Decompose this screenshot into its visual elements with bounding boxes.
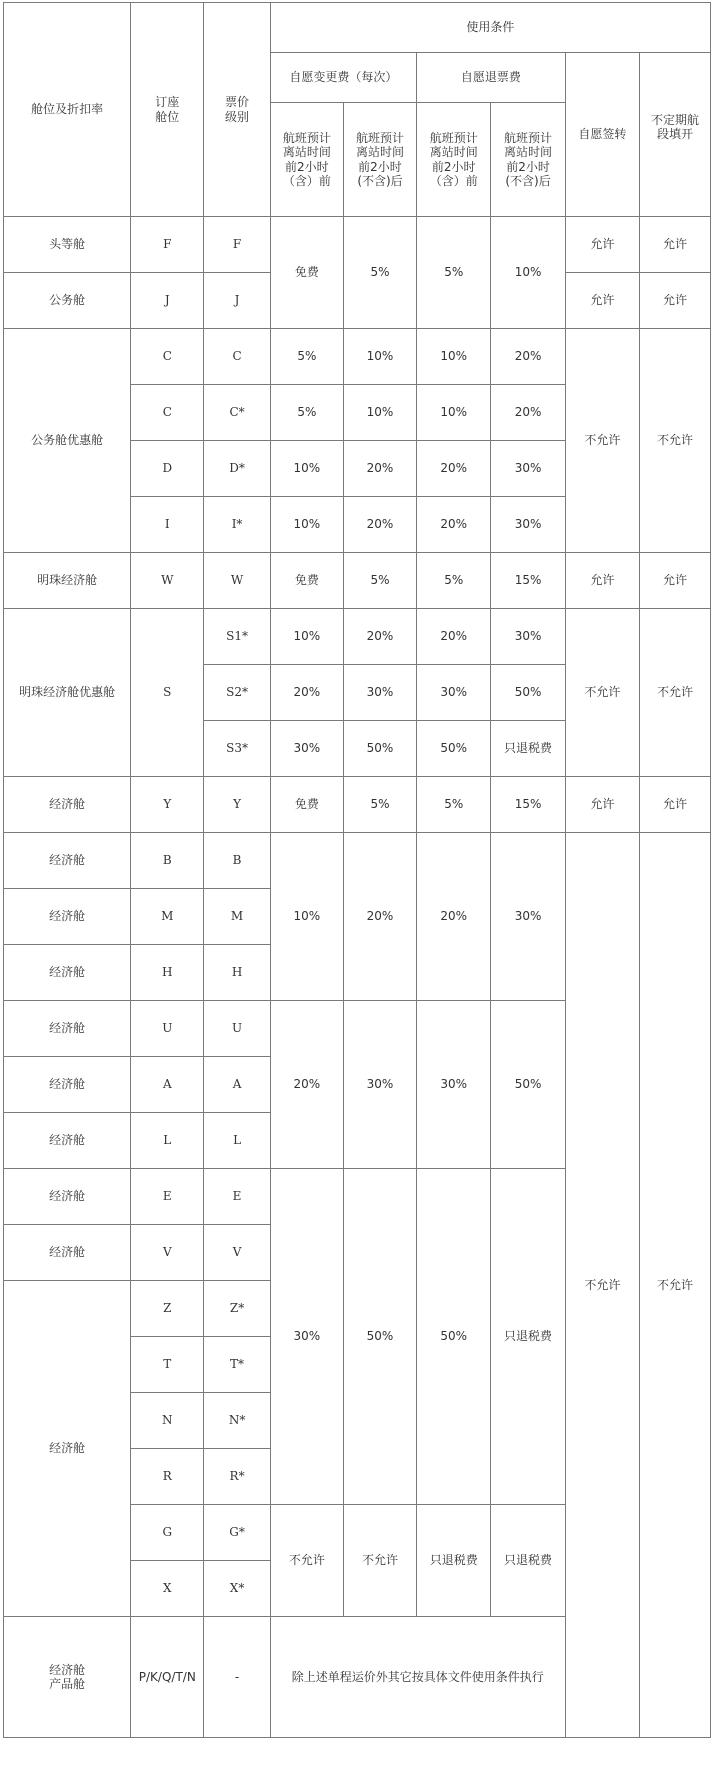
- cabin-cell: 经济舱: [4, 1057, 131, 1113]
- code-cell: C: [131, 385, 204, 441]
- refund-before-cell: 50%: [417, 1169, 491, 1505]
- change-before-cell: 不允许: [270, 1505, 343, 1617]
- change-after-cell: 30%: [343, 665, 416, 721]
- code-cell: S: [131, 609, 204, 777]
- refund-before-cell: 5%: [417, 217, 491, 329]
- cabin-cell: 经济舱: [4, 1225, 131, 1281]
- open-segment-cell: 允许: [639, 217, 710, 273]
- endorse-cell: 不允许: [565, 833, 639, 1738]
- code-cell: X: [131, 1561, 204, 1617]
- change-after-cell: 20%: [343, 609, 416, 665]
- change-after-cell: 50%: [343, 1169, 416, 1505]
- header-change-fee: 自愿变更费（每次）: [270, 53, 416, 103]
- refund-before-cell: 20%: [417, 497, 491, 553]
- refund-after-cell: 只退税费: [491, 1169, 565, 1505]
- level-cell: I*: [204, 497, 270, 553]
- cabin-line1: 经济舱: [49, 1662, 86, 1677]
- change-before-cell: 免费: [270, 217, 343, 329]
- level-cell: N*: [204, 1393, 270, 1449]
- header-open-segment-line2: 段填开: [656, 127, 693, 142]
- code-cell: F: [131, 217, 204, 273]
- change-after-cell: 10%: [343, 385, 416, 441]
- refund-before-cell: 10%: [417, 385, 491, 441]
- code-cell: R: [131, 1449, 204, 1505]
- header-change-before-2h: [270, 103, 343, 217]
- change-after-cell: 20%: [343, 441, 416, 497]
- header-booking-cabin: [131, 3, 204, 217]
- code-cell: L: [131, 1113, 204, 1169]
- level-cell: Y: [204, 777, 270, 833]
- header-fare-level: [204, 3, 270, 217]
- cabin-cell: 经济舱: [4, 1001, 131, 1057]
- level-cell: R*: [204, 1449, 270, 1505]
- table-row: [4, 217, 711, 273]
- header-line: （含）前: [429, 173, 478, 188]
- change-before-cell: 20%: [270, 665, 343, 721]
- cabin-cell: 经济舱: [4, 833, 131, 889]
- refund-before-cell: 只退税费: [417, 1505, 491, 1617]
- cabin-cell: 经济舱: [4, 777, 131, 833]
- code-cell: A: [131, 1057, 204, 1113]
- header-line: 离站时间: [282, 145, 331, 160]
- endorse-cell: 不允许: [565, 609, 639, 777]
- refund-after-cell: 30%: [491, 441, 565, 497]
- open-segment-cell: 不允许: [639, 833, 710, 1738]
- header-booking-cabin-line1: 订座: [155, 95, 180, 110]
- change-before-cell: 10%: [270, 441, 343, 497]
- code-cell: W: [131, 553, 204, 609]
- code-cell: N: [131, 1393, 204, 1449]
- refund-before-cell: 50%: [417, 721, 491, 777]
- header-endorse: 自愿签转: [565, 53, 639, 217]
- level-cell: V: [204, 1225, 270, 1281]
- level-cell: W: [204, 553, 270, 609]
- cabin-cell: 经济舱: [4, 1281, 131, 1617]
- level-cell: C*: [204, 385, 270, 441]
- refund-after-cell: 只退税费: [491, 1505, 565, 1617]
- refund-after-cell: 15%: [491, 553, 565, 609]
- level-cell: D*: [204, 441, 270, 497]
- header-change-after-2h: [343, 103, 416, 217]
- refund-after-cell: 10%: [491, 217, 565, 329]
- header-cabin-discount: 舱位及折扣率: [4, 3, 131, 217]
- change-before-cell: 10%: [270, 833, 343, 1001]
- header-booking-cabin-line2: 舱位: [155, 109, 180, 124]
- level-cell: -: [204, 1617, 270, 1738]
- level-cell: A: [204, 1057, 270, 1113]
- change-after-cell: 20%: [343, 833, 416, 1001]
- header-line: 航班预计: [355, 130, 404, 145]
- code-cell: H: [131, 945, 204, 1001]
- change-after-cell: 10%: [343, 329, 416, 385]
- level-cell: S3*: [204, 721, 270, 777]
- refund-after-cell: 30%: [491, 833, 565, 1001]
- code-cell: B: [131, 833, 204, 889]
- refund-after-cell: 50%: [491, 665, 565, 721]
- refund-after-cell: 30%: [491, 609, 565, 665]
- refund-after-cell: 30%: [491, 497, 565, 553]
- refund-before-cell: 20%: [417, 609, 491, 665]
- table-row: [4, 777, 711, 833]
- header-line: (不含)后: [505, 173, 551, 188]
- header-line: 前2小时: [358, 159, 402, 174]
- header-line: （含）前: [282, 173, 331, 188]
- cabin-cell: 经济舱: [4, 945, 131, 1001]
- change-before-cell: 20%: [270, 1001, 343, 1169]
- product-note-cell: 除上述单程运价外其它按具体文件使用条件执行: [270, 1617, 565, 1738]
- level-cell: S2*: [204, 665, 270, 721]
- header-line: 离站时间: [504, 145, 553, 160]
- code-cell: J: [131, 273, 204, 329]
- change-after-cell: 5%: [343, 777, 416, 833]
- header-refund-fee: 自愿退票费: [417, 53, 566, 103]
- change-after-cell: 30%: [343, 1001, 416, 1169]
- change-before-cell: 10%: [270, 497, 343, 553]
- cabin-cell: 经济舱: [4, 1113, 131, 1169]
- code-cell: U: [131, 1001, 204, 1057]
- code-cell: Z: [131, 1281, 204, 1337]
- cabin-cell: 公务舱优惠舱: [4, 329, 131, 553]
- change-before-cell: 5%: [270, 329, 343, 385]
- code-cell: E: [131, 1169, 204, 1225]
- change-before-cell: 免费: [270, 553, 343, 609]
- level-cell: S1*: [204, 609, 270, 665]
- cabin-cell: 经济舱: [4, 889, 131, 945]
- open-segment-cell: 允许: [639, 273, 710, 329]
- change-before-cell: 5%: [270, 385, 343, 441]
- header-fare-level-line1: 票价: [225, 95, 250, 110]
- cabin-cell: 经济舱: [4, 1169, 131, 1225]
- endorse-cell: 允许: [565, 217, 639, 273]
- cabin-cell: 头等舱: [4, 217, 131, 273]
- header-line: 航班预计: [504, 130, 553, 145]
- refund-before-cell: 30%: [417, 665, 491, 721]
- open-segment-cell: 允许: [639, 777, 710, 833]
- code-cell: I: [131, 497, 204, 553]
- change-before-cell: 免费: [270, 777, 343, 833]
- refund-after-cell: 20%: [491, 385, 565, 441]
- change-after-cell: 20%: [343, 497, 416, 553]
- header-refund-before-2h: [417, 103, 491, 217]
- change-before-cell: 30%: [270, 1169, 343, 1505]
- header-line: 前2小时: [285, 159, 329, 174]
- level-cell: G*: [204, 1505, 270, 1561]
- level-cell: F: [204, 217, 270, 273]
- refund-before-cell: 30%: [417, 1001, 491, 1169]
- header-line: 离站时间: [355, 145, 404, 160]
- cabin-line2: 产品舱: [49, 1677, 86, 1691]
- table-row: [4, 609, 711, 665]
- header-open-segment: [639, 53, 710, 217]
- level-cell: B: [204, 833, 270, 889]
- code-cell: M: [131, 889, 204, 945]
- change-after-cell: 5%: [343, 553, 416, 609]
- header-line: 前2小时: [506, 159, 550, 174]
- level-cell: C: [204, 329, 270, 385]
- level-cell: E: [204, 1169, 270, 1225]
- cabin-cell: 明珠经济舱优惠舱: [4, 609, 131, 777]
- fare-rules-table: [3, 2, 711, 1738]
- header-line: 航班预计: [282, 130, 331, 145]
- open-segment-cell: 允许: [639, 553, 710, 609]
- header-fare-level-line2: 级别: [225, 109, 250, 124]
- change-before-cell: 30%: [270, 721, 343, 777]
- refund-after-cell: 50%: [491, 1001, 565, 1169]
- refund-before-cell: 5%: [417, 553, 491, 609]
- header-line: 前2小时: [431, 159, 476, 174]
- cabin-cell: 公务舱: [4, 273, 131, 329]
- header-line: 离站时间: [429, 145, 478, 160]
- change-after-cell: 5%: [343, 217, 416, 329]
- code-cell: P/K/Q/T/N: [131, 1617, 204, 1738]
- endorse-cell: 允许: [565, 777, 639, 833]
- refund-before-cell: 5%: [417, 777, 491, 833]
- refund-after-cell: 20%: [491, 329, 565, 385]
- code-cell: C: [131, 329, 204, 385]
- change-before-cell: 10%: [270, 609, 343, 665]
- code-cell: D: [131, 441, 204, 497]
- header-usage-conditions: 使用条件: [270, 3, 710, 53]
- header-open-segment-line1: 不定期航: [650, 113, 699, 127]
- table-row: [4, 833, 711, 889]
- code-cell: V: [131, 1225, 204, 1281]
- header-refund-after-2h: [491, 103, 565, 217]
- open-segment-cell: 不允许: [639, 609, 710, 777]
- code-cell: T: [131, 1337, 204, 1393]
- open-segment-cell: 不允许: [639, 329, 710, 553]
- table-row: [4, 553, 711, 609]
- endorse-cell: 允许: [565, 553, 639, 609]
- refund-before-cell: 10%: [417, 329, 491, 385]
- cabin-cell: 明珠经济舱: [4, 553, 131, 609]
- level-cell: Z*: [204, 1281, 270, 1337]
- endorse-cell: 允许: [565, 273, 639, 329]
- level-cell: H: [204, 945, 270, 1001]
- level-cell: U: [204, 1001, 270, 1057]
- refund-before-cell: 20%: [417, 441, 491, 497]
- refund-before-cell: 20%: [417, 833, 491, 1001]
- cabin-cell: [4, 1617, 131, 1738]
- refund-after-cell: 只退税费: [491, 721, 565, 777]
- code-cell: Y: [131, 777, 204, 833]
- change-after-cell: 50%: [343, 721, 416, 777]
- level-cell: J: [204, 273, 270, 329]
- level-cell: X*: [204, 1561, 270, 1617]
- refund-after-cell: 15%: [491, 777, 565, 833]
- change-after-cell: 不允许: [343, 1505, 416, 1617]
- endorse-cell: 不允许: [565, 329, 639, 553]
- header-line: 航班预计: [429, 130, 478, 145]
- header-line: (不含)后: [357, 173, 403, 188]
- level-cell: T*: [204, 1337, 270, 1393]
- level-cell: M: [204, 889, 270, 945]
- code-cell: G: [131, 1505, 204, 1561]
- table-row: [4, 329, 711, 385]
- level-cell: L: [204, 1113, 270, 1169]
